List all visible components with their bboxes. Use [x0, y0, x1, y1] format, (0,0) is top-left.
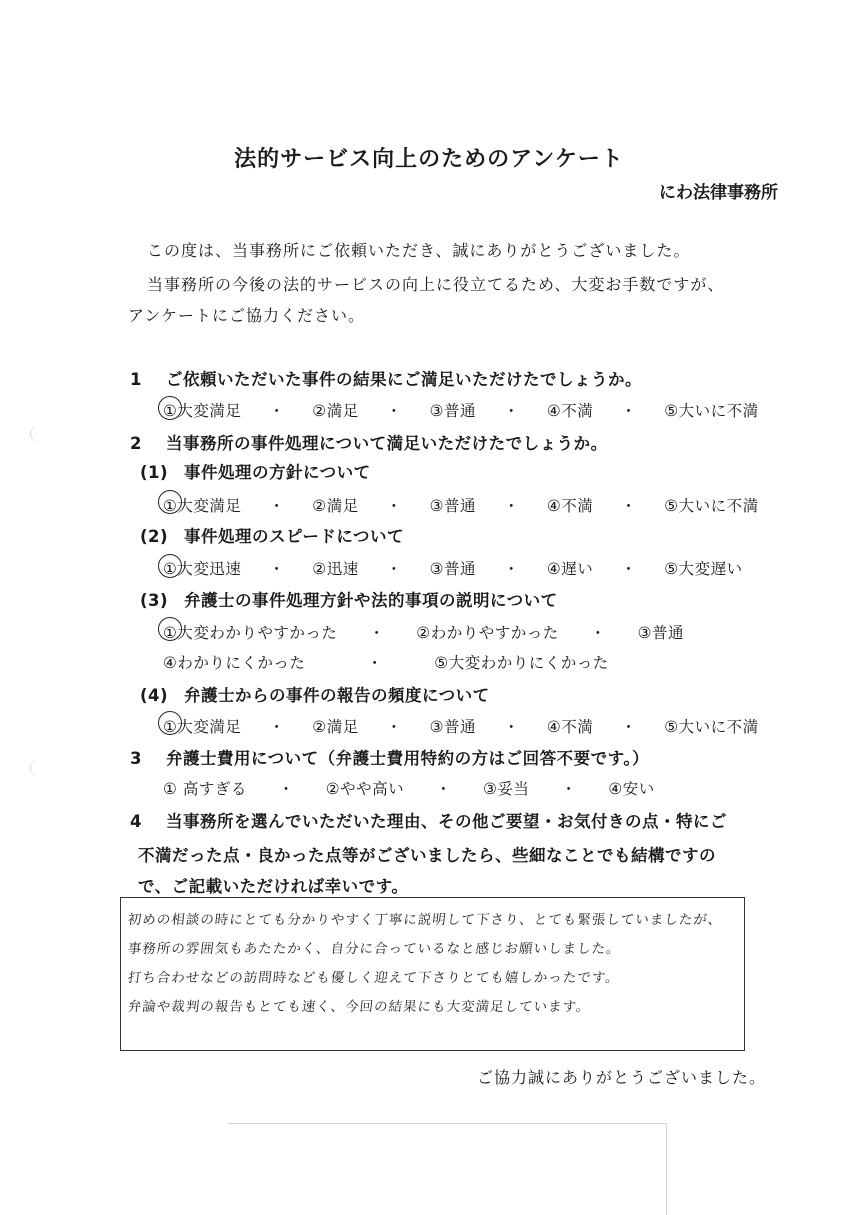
- intro-line-2: 当事務所の今後の法的サービスの向上に役立てるため、大変お手数ですが、: [147, 275, 725, 294]
- q2-sub-1: [140, 459, 371, 483]
- option-3[interactable]: ③普通: [429, 497, 476, 515]
- question-text-line-3: で、ご記載いただければ幸いです。: [138, 877, 409, 896]
- intro-line-3: アンケートにご協力ください。: [128, 306, 366, 325]
- option-1[interactable]: ①大変わかりやすかった: [163, 624, 338, 642]
- option-1[interactable]: ① 高すぎる: [163, 780, 247, 798]
- q2-s3-options-row-2: ④わかりにくかった ・ ⑤大変わかりにくかった: [163, 654, 609, 672]
- option-2[interactable]: ②満足: [312, 402, 359, 420]
- option-2[interactable]: ②やや高い: [325, 780, 405, 798]
- option-4[interactable]: ④安い: [608, 780, 655, 798]
- question-3: [130, 745, 649, 769]
- option-1[interactable]: ①大変満足: [163, 497, 242, 515]
- q2-sub-3: [140, 587, 558, 611]
- option-4[interactable]: ④不満: [546, 718, 594, 736]
- option-3[interactable]: ③普通: [429, 718, 476, 736]
- option-4[interactable]: ④不満: [546, 497, 594, 515]
- q1-options: ①大変満足 ・ ②満足 ・ ③普通 ・ ④不満 ・ ⑤大いに不満: [163, 402, 759, 420]
- sub-label: (4): [140, 686, 169, 705]
- question-text: ご依頼いただいた事件の結果にご満足いただけたでしょうか。: [166, 370, 642, 389]
- selection-circle-mark: [158, 617, 182, 641]
- option-4[interactable]: ④遅い: [546, 560, 594, 578]
- handwritten-line-3: 打ち合わせなどの訪問時なども優しく迎えて下さりとても嬉しかったです。: [126, 970, 621, 986]
- option-2[interactable]: ②わかりやすかった: [416, 624, 559, 642]
- question-number: 1: [130, 370, 142, 389]
- law-firm-name: にわ法律事務所: [659, 183, 778, 203]
- sub-label: (3): [140, 591, 169, 610]
- q2-s4-options: ①大変満足 ・ ②満足 ・ ③普通 ・ ④不満 ・ ⑤大いに不満: [163, 718, 759, 736]
- sub-label: (1): [140, 463, 169, 482]
- survey-title: 法的サービス向上のためのアンケート: [234, 147, 624, 172]
- option-5[interactable]: ⑤大いに不満: [664, 402, 759, 420]
- option-1[interactable]: ①大変満足: [163, 718, 242, 736]
- question-number: 4: [130, 812, 142, 831]
- sub-text: 事件処理の方針について: [184, 463, 371, 482]
- q2-sub-4: [140, 682, 490, 706]
- sub-text: 弁護士からの事件の報告の頻度について: [184, 686, 490, 705]
- sub-text: 事件処理のスピードについて: [184, 527, 405, 546]
- question-number: 3: [130, 749, 142, 768]
- punch-hole-mark: [30, 426, 47, 442]
- option-2[interactable]: ②迅速: [312, 560, 359, 578]
- sub-label: (2): [140, 527, 169, 546]
- q2-s3-options-row-1: ①大変わかりやすかった ・ ②わかりやすかった ・ ③普通: [163, 624, 684, 642]
- punch-hole-mark: [30, 760, 47, 776]
- q2-s1-options: ①大変満足 ・ ②満足 ・ ③普通 ・ ④不満 ・ ⑤大いに不満: [163, 497, 759, 515]
- q3-options: ① 高すぎる ・ ②やや高い ・ ③妥当 ・ ④安い: [163, 780, 655, 798]
- sub-text: 弁護士の事件処理方針や法的事項の説明について: [184, 591, 558, 610]
- question-text-line-1: 当事務所を選んでいただいた理由、その他ご要望・お気付きの点・特にご: [166, 812, 727, 831]
- selection-circle-mark: [158, 554, 182, 578]
- question-text: 当事務所の事件処理について満足いただけたでしょうか。: [166, 434, 608, 453]
- option-5[interactable]: ⑤大変わかりにくかった: [434, 654, 609, 672]
- option-1[interactable]: ①大変迅速: [163, 560, 242, 578]
- option-5[interactable]: ⑤大変遅い: [664, 560, 743, 578]
- selection-circle-mark: [158, 396, 182, 420]
- question-2: [130, 430, 608, 454]
- selection-circle-mark: [158, 711, 182, 735]
- option-3[interactable]: ③普通: [637, 624, 684, 642]
- option-2[interactable]: ②満足: [312, 497, 359, 515]
- intro-line-1: この度は、当事務所にご依頼いただき、誠にありがとうございました。: [147, 241, 691, 260]
- handwritten-line-2: 事務所の雰囲気もあたたかく、自分に合っているなと感じお願いしました。: [126, 941, 622, 957]
- question-1: [130, 366, 642, 390]
- option-5[interactable]: ⑤大いに不満: [664, 718, 759, 736]
- option-5[interactable]: ⑤大いに不満: [664, 497, 759, 515]
- question-text-line-2: 不満だった点・良かった点等がございましたら、些細なことでも結構ですの: [138, 846, 716, 865]
- question-number: 2: [130, 434, 142, 453]
- question-text: 弁護士費用について（弁護士費用特約の方はご回答不要です。）: [166, 749, 650, 768]
- scan-paper-edge: [228, 1123, 667, 1215]
- handwritten-line-1: 初めの相談の時にとても分かりやすく丁寧に説明して下さり、とても緊張していましたが、: [126, 912, 724, 928]
- q2-s2-options: ①大変迅速 ・ ②迅速 ・ ③普通 ・ ④遅い ・ ⑤大変遅い: [163, 560, 743, 578]
- option-4[interactable]: ④不満: [546, 402, 594, 420]
- option-3[interactable]: ③妥当: [483, 780, 530, 798]
- option-3[interactable]: ③普通: [429, 402, 476, 420]
- option-4[interactable]: ④わかりにくかった: [163, 654, 306, 672]
- option-3[interactable]: ③普通: [429, 560, 476, 578]
- q2-sub-2: [140, 523, 404, 547]
- option-1[interactable]: ①大変満足: [163, 402, 242, 420]
- question-4: [130, 808, 727, 832]
- closing-thanks: ご協力誠にありがとうございました。: [476, 1068, 766, 1087]
- option-2[interactable]: ②満足: [312, 718, 359, 736]
- selection-circle-mark: [158, 490, 182, 514]
- handwritten-line-4: 弁論や裁判の報告もとても速く、今回の結果にも大変満足しています。: [126, 999, 592, 1015]
